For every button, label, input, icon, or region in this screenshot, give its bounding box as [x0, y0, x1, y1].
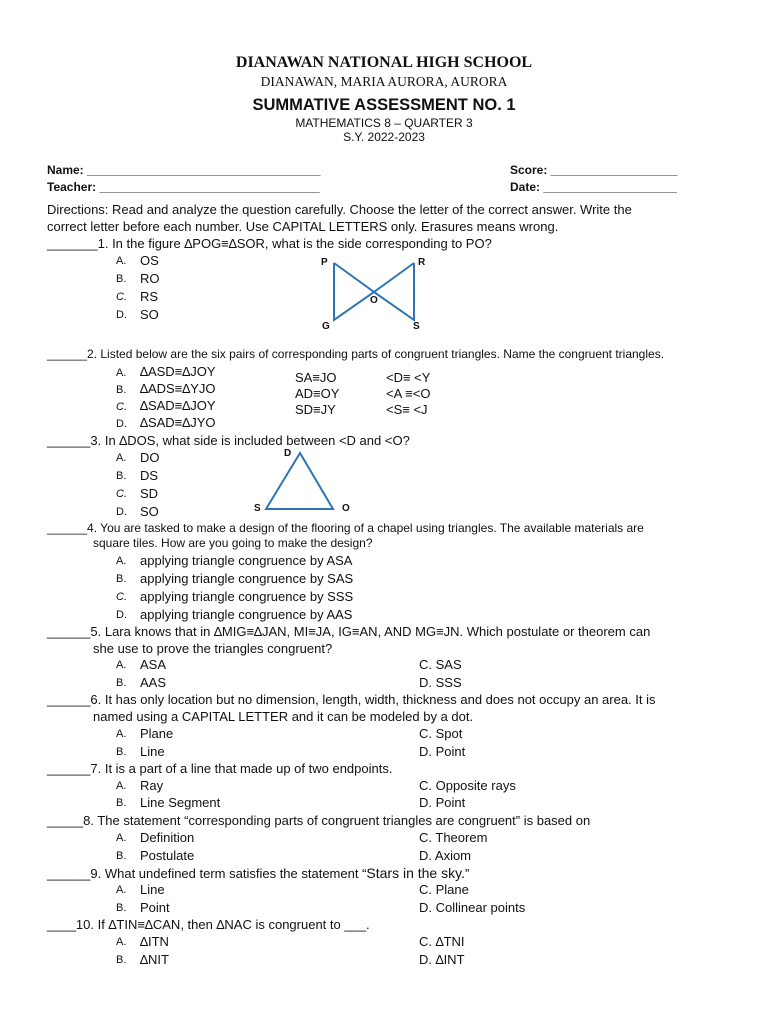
- question-1: _______1. In the figure ∆POG≡∆SOR, what is the side corresponding to PO?: [47, 236, 492, 251]
- q10-option-a-letter: A.: [116, 936, 127, 948]
- q7-option-a: Ray: [140, 778, 164, 793]
- question-3: ______3. In ∆DOS, what side is included between <D and <O?: [47, 433, 410, 448]
- q2-option-a: ∆ASD≡∆JOY: [140, 364, 216, 379]
- pair-sa-jo: SA≡JO: [295, 370, 337, 385]
- q4-option-b-letter: B.: [116, 573, 127, 585]
- q6-option-b: Line: [140, 744, 165, 759]
- q4-option-d-letter: D.: [116, 609, 127, 621]
- q5-option-a: ASA: [140, 657, 167, 672]
- directions-line-2: correct letter before each number. Use CAPITAL LETTERS only. Erasures means wrong.: [47, 219, 559, 234]
- assessment-title: SUMMATIVE ASSESSMENT NO. 1: [252, 96, 516, 114]
- q4-option-a: applying triangle congruence by ASA: [140, 553, 353, 568]
- subject-line: MATHEMATICS 8 – QUARTER 3: [295, 116, 473, 130]
- q2-option-c: ∆SAD≡∆JOY: [140, 398, 216, 413]
- q3-option-c: SD: [140, 486, 159, 501]
- q8-option-a-letter: A.: [116, 832, 127, 844]
- q7-option-b-letter: B.: [116, 797, 127, 809]
- school-name: DIANAWAN NATIONAL HIGH SCHOOL: [235, 54, 533, 71]
- q9-option-d: D. Collinear points: [419, 900, 526, 915]
- name-field: Name: ___________________________________: [47, 163, 321, 177]
- pair-sd-jy: SD≡JY: [295, 402, 336, 417]
- q10-option-d: D. ∆INT: [419, 952, 465, 967]
- q7-option-d: D. Point: [419, 795, 466, 810]
- q10-option-c: C. ∆TNI: [419, 934, 465, 949]
- q1-option-a-letter: A.: [116, 255, 127, 267]
- fig1-label-g: G: [322, 321, 330, 332]
- q7-option-c: C. Opposite rays: [419, 778, 516, 793]
- question-8: _____8. The statement “corresponding parts of congruent triangles are congruent” is based on: [47, 813, 591, 828]
- q3-option-a-letter: A.: [116, 452, 127, 464]
- school-year: S.Y. 2022-2023: [343, 130, 425, 144]
- fig3-label-o: O: [342, 503, 350, 514]
- q2-option-a-letter: A.: [116, 367, 127, 379]
- school-address: DIANAWAN, MARIA AURORA, AURORA: [260, 74, 508, 89]
- question-5-line-2: she use to prove the triangles congruent?: [93, 641, 333, 656]
- q8-option-c: C. Theorem: [419, 830, 488, 845]
- pair-ad-oy: AD≡OY: [295, 386, 340, 401]
- q3-option-d: SO: [140, 504, 159, 519]
- q6-option-a: Plane: [140, 726, 174, 741]
- q1-option-b-letter: B.: [116, 273, 127, 285]
- q1-option-a: OS: [140, 253, 159, 268]
- triangle-pog: [334, 263, 374, 320]
- q4-option-b: applying triangle congruence by SAS: [140, 571, 354, 586]
- q6-option-b-letter: B.: [116, 746, 127, 758]
- q6-option-a-letter: A.: [116, 728, 127, 740]
- q5-option-b: AAS: [140, 675, 167, 690]
- q3-option-b: DS: [140, 468, 159, 483]
- q8-option-b-letter: B.: [116, 850, 127, 862]
- fig3-label-d: D: [284, 448, 292, 459]
- question-9: [47, 865, 469, 881]
- q5-option-a-letter: A.: [116, 659, 127, 671]
- q1-option-c: RS: [140, 289, 159, 304]
- triangle-sor: [374, 263, 414, 320]
- score-field: Score: ___________________: [510, 163, 678, 177]
- q10-option-b-letter: B.: [116, 954, 127, 966]
- fig1-label-p: P: [321, 257, 328, 268]
- q3-option-a: DO: [140, 450, 160, 465]
- q10-option-a: ∆ITN: [140, 934, 169, 949]
- q2-option-c-letter: C.: [116, 401, 127, 413]
- directions-line-1: Directions: Read and analyze the question carefully. Choose the letter of the correct answer. Write the: [47, 202, 632, 217]
- q6-option-d: D. Point: [419, 744, 466, 759]
- q4-option-a-letter: A.: [116, 555, 127, 567]
- q5-option-d: D. SSS: [419, 675, 462, 690]
- q8-option-a: Definition: [140, 830, 195, 845]
- q9-option-a-letter: A.: [116, 884, 127, 896]
- question-6-line-1: ______6. It has only location but no dimension, length, width, thickness and does not occupy an area. It is: [47, 692, 656, 707]
- question-7: ______7. It is a part of a line that made up of two endpoints.: [47, 761, 393, 776]
- question-4-line-2: square tiles. How are you going to make the design?: [93, 536, 373, 550]
- question-9-stem: ______9. What undefined term satisfies the statement “: [47, 866, 367, 881]
- question-9-end: ”: [464, 866, 470, 881]
- question-10: ____10. If ∆TIN≡∆CAN, then ∆NAC is congruent to ___.: [47, 917, 370, 932]
- question-9-emphasis: Stars in the sky.: [366, 865, 465, 881]
- q7-option-a-letter: A.: [116, 780, 127, 792]
- question-2: ______2. Listed below are the six pairs of corresponding parts of congruent triangles. Name the congruent triangles.: [47, 347, 665, 361]
- q4-option-c-letter: C.: [116, 591, 127, 603]
- pair-angle-d-y: <D≡ <Y: [386, 370, 431, 385]
- q2-option-d-letter: D.: [116, 418, 127, 430]
- q1-option-c-letter: C.: [116, 291, 127, 303]
- q2-option-b: ∆ADS≡∆YJO: [140, 381, 216, 396]
- q2-option-b-letter: B.: [116, 384, 127, 396]
- q10-option-b: ∆NIT: [140, 952, 169, 967]
- q6-option-c: C. Spot: [419, 726, 463, 741]
- date-field: Date: ____________________: [510, 180, 677, 194]
- q4-option-d: applying triangle congruence by AAS: [140, 607, 353, 622]
- triangle-dos: [266, 453, 333, 509]
- q3-option-d-letter: D.: [116, 506, 127, 518]
- q3-option-c-letter: C.: [116, 488, 127, 500]
- pair-angle-a-o: <A ≡<O: [386, 386, 431, 401]
- q2-option-d: ∆SAD≡∆JYO: [140, 415, 216, 430]
- q1-option-d-letter: D.: [116, 309, 127, 321]
- q9-option-c: C. Plane: [419, 882, 469, 897]
- q5-option-b-letter: B.: [116, 677, 127, 689]
- q1-option-b: RO: [140, 271, 160, 286]
- q8-option-d: D. Axiom: [419, 848, 472, 863]
- question-4-line-1: ______4. You are tasked to make a design of the flooring of a chapel using triangles. The available materials are: [47, 521, 644, 535]
- q4-option-c: applying triangle congruence by SSS: [140, 589, 354, 604]
- q7-option-b: Line Segment: [140, 795, 221, 810]
- q8-option-b: Postulate: [140, 848, 195, 863]
- fig1-label-o: O: [370, 295, 378, 306]
- q5-option-c: C. SAS: [419, 657, 462, 672]
- q1-option-d: SO: [140, 307, 159, 322]
- q3-option-b-letter: B.: [116, 470, 127, 482]
- triangle-dos-figure: [260, 450, 340, 515]
- pair-angle-s-j: <S≡ <J: [386, 402, 428, 417]
- question-5-line-1: ______5. Lara knows that in ∆MIG≡∆JAN, MI≡JA, IG≡AN, AND MG≡JN. Which postulate or theorem can: [47, 624, 651, 639]
- fig1-label-s: S: [413, 321, 420, 332]
- q9-option-b: Point: [140, 900, 170, 915]
- teacher-field: Teacher: _________________________________: [47, 180, 320, 194]
- question-6-line-2: named using a CAPITAL LETTER and it can be modeled by a dot.: [93, 709, 474, 724]
- q9-option-a: Line: [140, 882, 165, 897]
- q9-option-b-letter: B.: [116, 902, 127, 914]
- fig3-label-s: S: [254, 503, 261, 514]
- fig1-label-r: R: [418, 257, 426, 268]
